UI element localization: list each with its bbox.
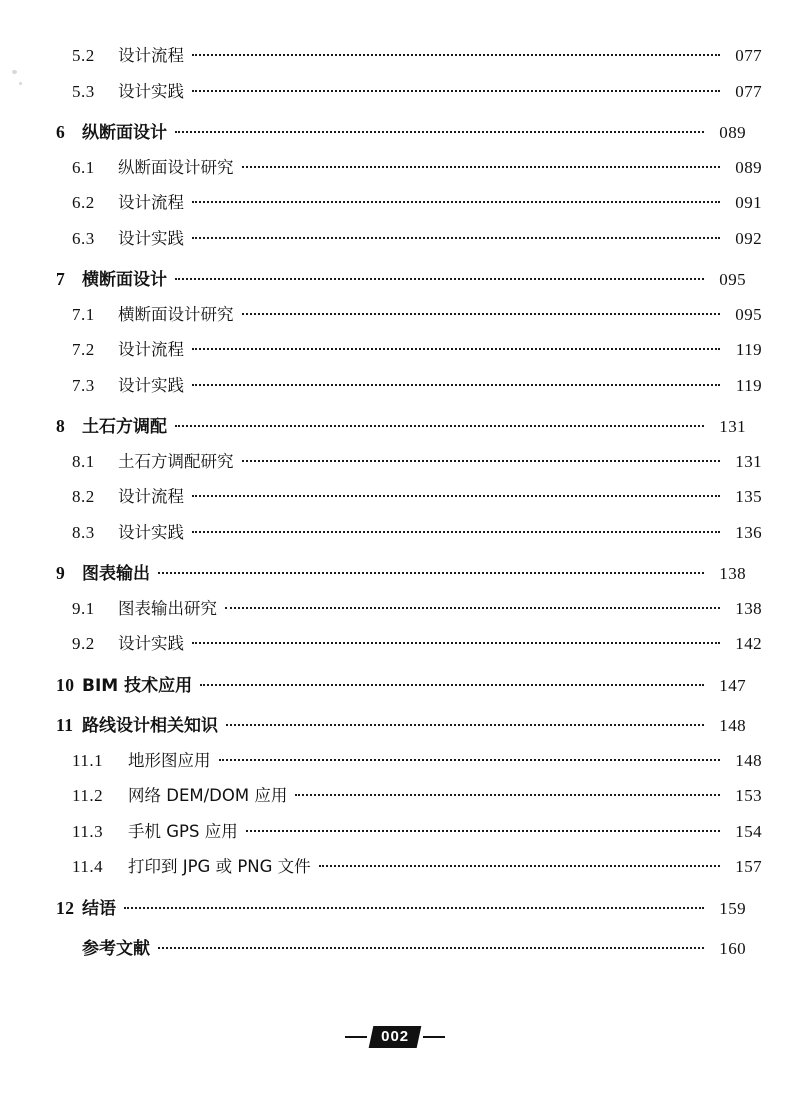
toc-entry-number: 8 (56, 416, 66, 436)
toc-entry-title: 设计实践 (118, 81, 184, 101)
toc-entry-title: 参考文献 (82, 939, 150, 959)
toc-entry-title: 设计实践 (118, 375, 184, 395)
toc-dot-leader (192, 522, 720, 538)
toc-dot-leader (175, 416, 704, 432)
toc-entry[interactable] (56, 412, 746, 448)
toc-dot-leader (200, 675, 704, 691)
toc-entry-number: 7 (56, 269, 66, 289)
toc-entry-page: 131 (735, 451, 762, 471)
toc-entry-number: 9.1 (72, 598, 95, 618)
toc-entry-number: 12 (56, 897, 75, 918)
toc-entry-number: 9.2 (72, 634, 95, 653)
toc-entry-page: 153 (735, 786, 762, 805)
toc-entry[interactable] (56, 747, 762, 783)
toc-entry-page: 131 (719, 417, 746, 436)
toc-entry-number: 11.1 (72, 750, 104, 770)
toc-entry-number: 8.2 (72, 487, 95, 506)
toc-entry-title: 网络 DEM/DOM 应用 (128, 786, 288, 805)
toc-entry-title: 设计流程 (118, 193, 184, 212)
toc-entry[interactable] (56, 336, 762, 372)
toc-dot-leader (192, 375, 720, 391)
toc-entry-number: 11.4 (72, 857, 104, 876)
toc-entry-title: 路线设计相关知识 (82, 716, 218, 736)
toc-dot-leader (242, 304, 721, 320)
toc-dot-leader (192, 486, 720, 502)
toc-dot-leader (225, 598, 720, 614)
toc-entry-page: 095 (719, 270, 746, 289)
toc-entry-title: 横断面设计 (82, 270, 167, 290)
toc-entry[interactable] (56, 595, 762, 631)
toc-entry-number: 6.2 (72, 193, 95, 212)
toc-dot-leader (175, 122, 704, 138)
toc-entry-number: 11.2 (72, 786, 104, 805)
toc-entry[interactable] (56, 154, 762, 190)
toc-entry-page: 089 (735, 157, 762, 177)
toc-entry-number: 10 (56, 674, 75, 695)
toc-entry-page: 091 (735, 193, 762, 212)
toc-entry-number: 8.1 (72, 451, 95, 471)
toc-entry-number: 5.3 (72, 81, 95, 101)
toc-entry-page: 138 (719, 564, 746, 583)
toc-entry[interactable] (56, 711, 746, 747)
toc-entry-number: 11.3 (72, 821, 104, 841)
toc-entry[interactable] (56, 671, 746, 707)
toc-entry-page: 136 (735, 522, 762, 542)
page-footer (0, 1022, 790, 1052)
toc-entry-title: 设计实践 (118, 634, 184, 653)
toc-dot-leader (158, 563, 704, 579)
page-number: 002 (381, 1028, 410, 1045)
toc-dot-leader (219, 750, 721, 766)
toc-entry-number: 5.2 (72, 46, 95, 65)
toc-entry[interactable] (56, 265, 746, 301)
toc-dot-leader (192, 81, 720, 97)
toc-dot-leader (175, 269, 704, 285)
scan-speck (12, 70, 17, 74)
toc-entry[interactable] (56, 559, 746, 595)
toc-dot-leader (242, 451, 721, 467)
toc-entry-number: 6.1 (72, 157, 95, 177)
toc-entry-title: 横断面设计研究 (118, 304, 234, 324)
toc-entry-page: 077 (735, 81, 762, 101)
toc-dot-leader (192, 228, 720, 244)
toc-entry-page: 154 (735, 821, 762, 841)
toc-entry-page: 157 (735, 857, 762, 876)
toc-dot-leader (192, 45, 720, 61)
toc-entry-number: 7.3 (72, 375, 95, 395)
toc-entry-number: 6 (56, 122, 66, 142)
toc-dot-leader (242, 157, 721, 173)
toc-entry-number: 8.3 (72, 522, 95, 542)
toc-entry-page: 119 (735, 375, 762, 395)
toc-entry[interactable] (56, 483, 762, 519)
toc-entry-page: 092 (735, 228, 762, 248)
toc-entry-title: 设计实践 (118, 228, 184, 248)
toc-entry-title: 打印到 JPG 或 PNG 文件 (128, 857, 311, 876)
toc-entry-number: 7.2 (72, 340, 95, 359)
toc-entry-title: 土石方调配研究 (118, 451, 234, 471)
toc-entry[interactable] (56, 42, 762, 78)
toc-dot-leader (319, 856, 720, 872)
toc-entry-title: 结语 (82, 898, 116, 919)
toc-entry-title: 土石方调配 (82, 417, 167, 437)
table-of-contents (56, 42, 762, 970)
toc-entry-page: 077 (735, 46, 762, 65)
toc-dot-leader (192, 339, 720, 355)
toc-entry-title: 手机 GPS 应用 (128, 821, 238, 841)
toc-entry-number: 11 (56, 715, 74, 735)
toc-dot-leader (192, 633, 720, 649)
scan-speck (19, 82, 22, 85)
toc-dot-leader (192, 192, 720, 208)
toc-entry-title: 设计流程 (118, 487, 184, 506)
toc-entry-page: 119 (735, 340, 762, 359)
toc-dot-leader (124, 898, 704, 914)
toc-entry-title: 地形图应用 (128, 750, 211, 770)
toc-entry-number: 9 (56, 563, 66, 583)
toc-entry[interactable] (56, 78, 762, 114)
page-number-plate (369, 1026, 422, 1048)
toc-entry-page: 147 (719, 675, 746, 695)
toc-entry-page: 142 (735, 634, 762, 653)
toc-entry[interactable] (56, 448, 762, 484)
toc-entry-title: 纵断面设计研究 (118, 157, 234, 177)
toc-entry[interactable] (56, 630, 762, 666)
toc-entry-page: 148 (719, 716, 746, 735)
toc-entry-page: 135 (735, 487, 762, 506)
toc-entry[interactable] (56, 853, 762, 889)
toc-entry-page: 160 (719, 939, 746, 958)
toc-entry-page: 089 (719, 123, 746, 142)
toc-entry-title: 图表输出研究 (118, 598, 217, 618)
toc-entry-title: 设计实践 (118, 522, 184, 542)
toc-entry[interactable] (56, 301, 762, 337)
toc-entry-title: 设计流程 (118, 46, 184, 65)
toc-dot-leader (158, 938, 704, 954)
toc-entry-title: 设计流程 (118, 340, 184, 359)
toc-entry[interactable] (56, 118, 746, 154)
toc-entry[interactable] (56, 189, 762, 225)
toc-entry[interactable] (56, 372, 762, 408)
toc-entry-page: 148 (735, 750, 762, 770)
toc-entry[interactable] (56, 818, 762, 854)
toc-entry[interactable] (56, 225, 762, 261)
footer-rule-right (423, 1036, 445, 1038)
footer-rule-left (345, 1036, 367, 1038)
toc-entry[interactable] (56, 894, 746, 930)
toc-entry-page: 138 (735, 598, 762, 618)
toc-dot-leader (246, 821, 720, 837)
toc-entry-number: 7.1 (72, 304, 95, 324)
toc-entry-page: 095 (735, 304, 762, 324)
toc-entry[interactable] (56, 782, 762, 818)
toc-entry[interactable] (56, 934, 746, 970)
toc-entry-page: 159 (719, 898, 746, 918)
toc-entry-title: BIM 技术应用 (82, 675, 193, 696)
toc-entry-title: 图表输出 (82, 564, 150, 584)
toc-entry-number: 6.3 (72, 228, 95, 248)
toc-dot-leader (295, 785, 720, 801)
toc-entry-title: 纵断面设计 (82, 123, 167, 143)
toc-dot-leader (226, 715, 704, 731)
toc-entry[interactable] (56, 519, 762, 555)
